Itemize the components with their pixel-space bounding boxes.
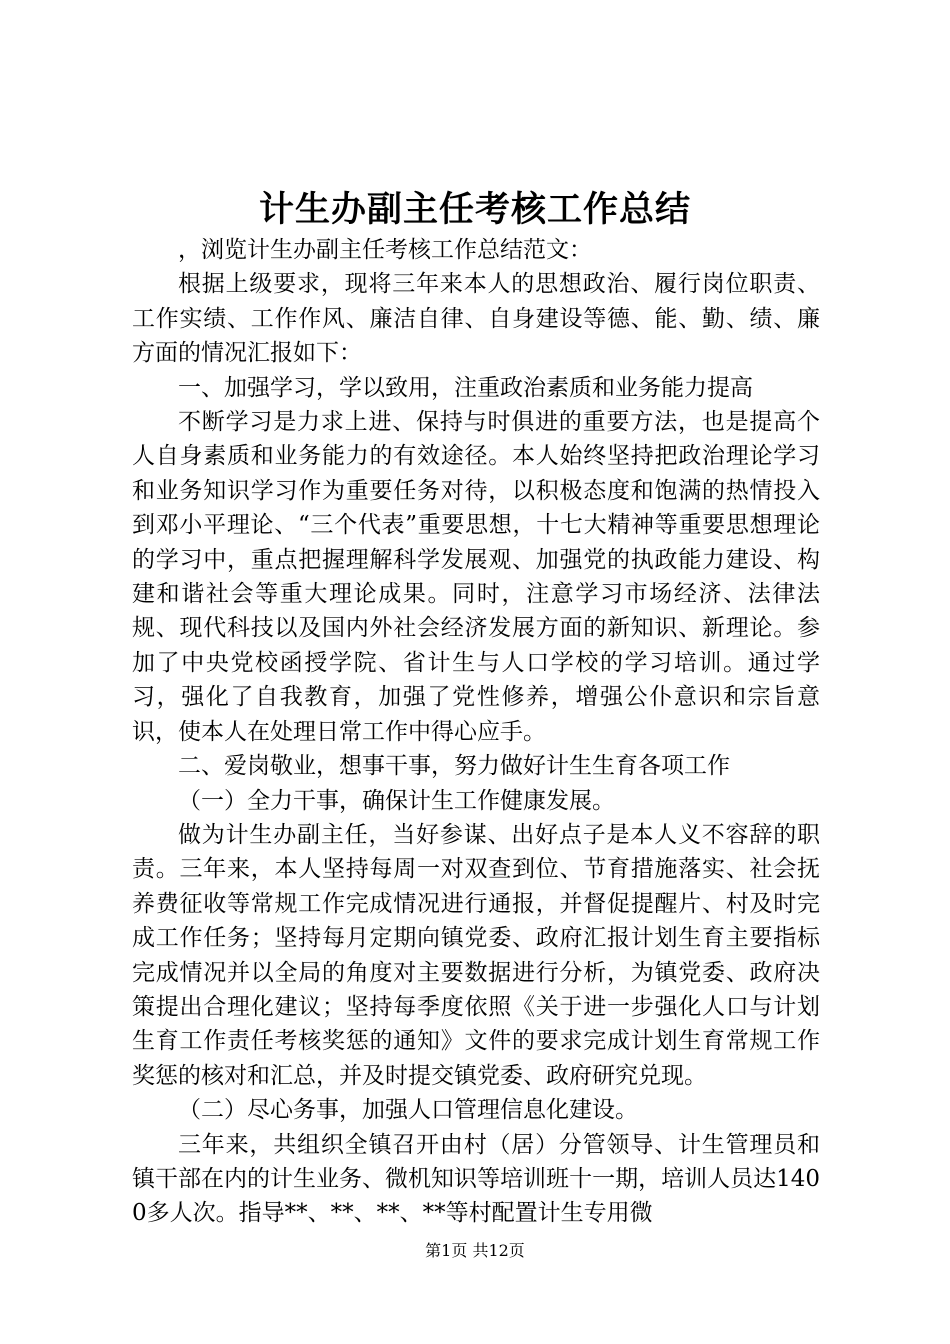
document-body — [132, 233, 820, 1231]
section-heading-work: 二、爱岗敬业，想事干事，努力做好计生生育各项工作 — [178, 753, 730, 780]
section-heading-study: 一、加强学习，学以致用，注重政治素质和业务能力提高 — [178, 374, 753, 401]
paragraph-report-summary: 根据上级要求，现将三年来本人的思想政治、履行岗位职责、工作实绩、工作作风、廉洁自律、自身建设等德、能、勤、绩、廉方面的情况汇报如下： — [132, 271, 820, 367]
page-footer: 第1页 共12页 — [425, 1241, 525, 1260]
paragraph-intro: ，浏览计生办副主任考核工作总结范文： — [178, 237, 592, 263]
paragraph-training: 三年来，共组织全镇召开由村（居）分管领导、计生管理员和镇干部在内的计生业务、微机知识等培训班十一期，培训人员达1400多人次。指导**、**、**、**等村配置计生专用微 — [132, 1131, 820, 1227]
paragraph-duties: 做为计生办副主任，当好参谋、出好点子是本人义不容辞的职责。三年来，本人坚持每周一对双查到位、节育措施落实、社会抚养费征收等常规工作完成情况进行通报，并督促提醒片、村及时完成工作任务；坚持每月定期向镇党委、政府汇报计划生育主要指标完成情况并以全局的角度对主要数据进行分析，为镇党委、政府决策提出合理化建议；坚持每季度依照《关于进一步强化人口与计划生育工作责任考核奖惩的通知》文件的要求完成计划生育常规工作奖惩的核对和汇总，并及时提交镇党委、政府研究兑现。 — [132, 821, 820, 1089]
paragraph-study: 不断学习是力求上进、保持与时俱进的重要方法，也是提高个人自身素质和业务能力的有效途径。本人始终坚持把政治理论学习和业务知识学习作为重要任务对待，以积极态度和饱满的热情投入到邓小平理论、“三个代表”重要思想，十七大精神等重要思想理论的学习中，重点把握理解科学发展观、加强党的执政能力建设、构建和谐社会等重大理论成果。同时，注意学习市场经济、法律法规、现代科技以及国内外社会经济发展方面的新知识、新理论。参加了中央党校函授学院、省计生与人口学校的学习培训。通过学习，强化了自我教育，加强了党性修养，增强公仆意识和宗旨意识，使本人在处理日常工作中得心应手。 — [132, 409, 820, 745]
subsection-heading-2: （二）尽心务事，加强人口管理信息化建设。 — [178, 1097, 638, 1124]
document-title: 计生办副主任考核工作总结 — [258, 189, 691, 230]
subsection-heading-1: （一）全力干事，确保计生工作健康发展。 — [178, 787, 615, 814]
